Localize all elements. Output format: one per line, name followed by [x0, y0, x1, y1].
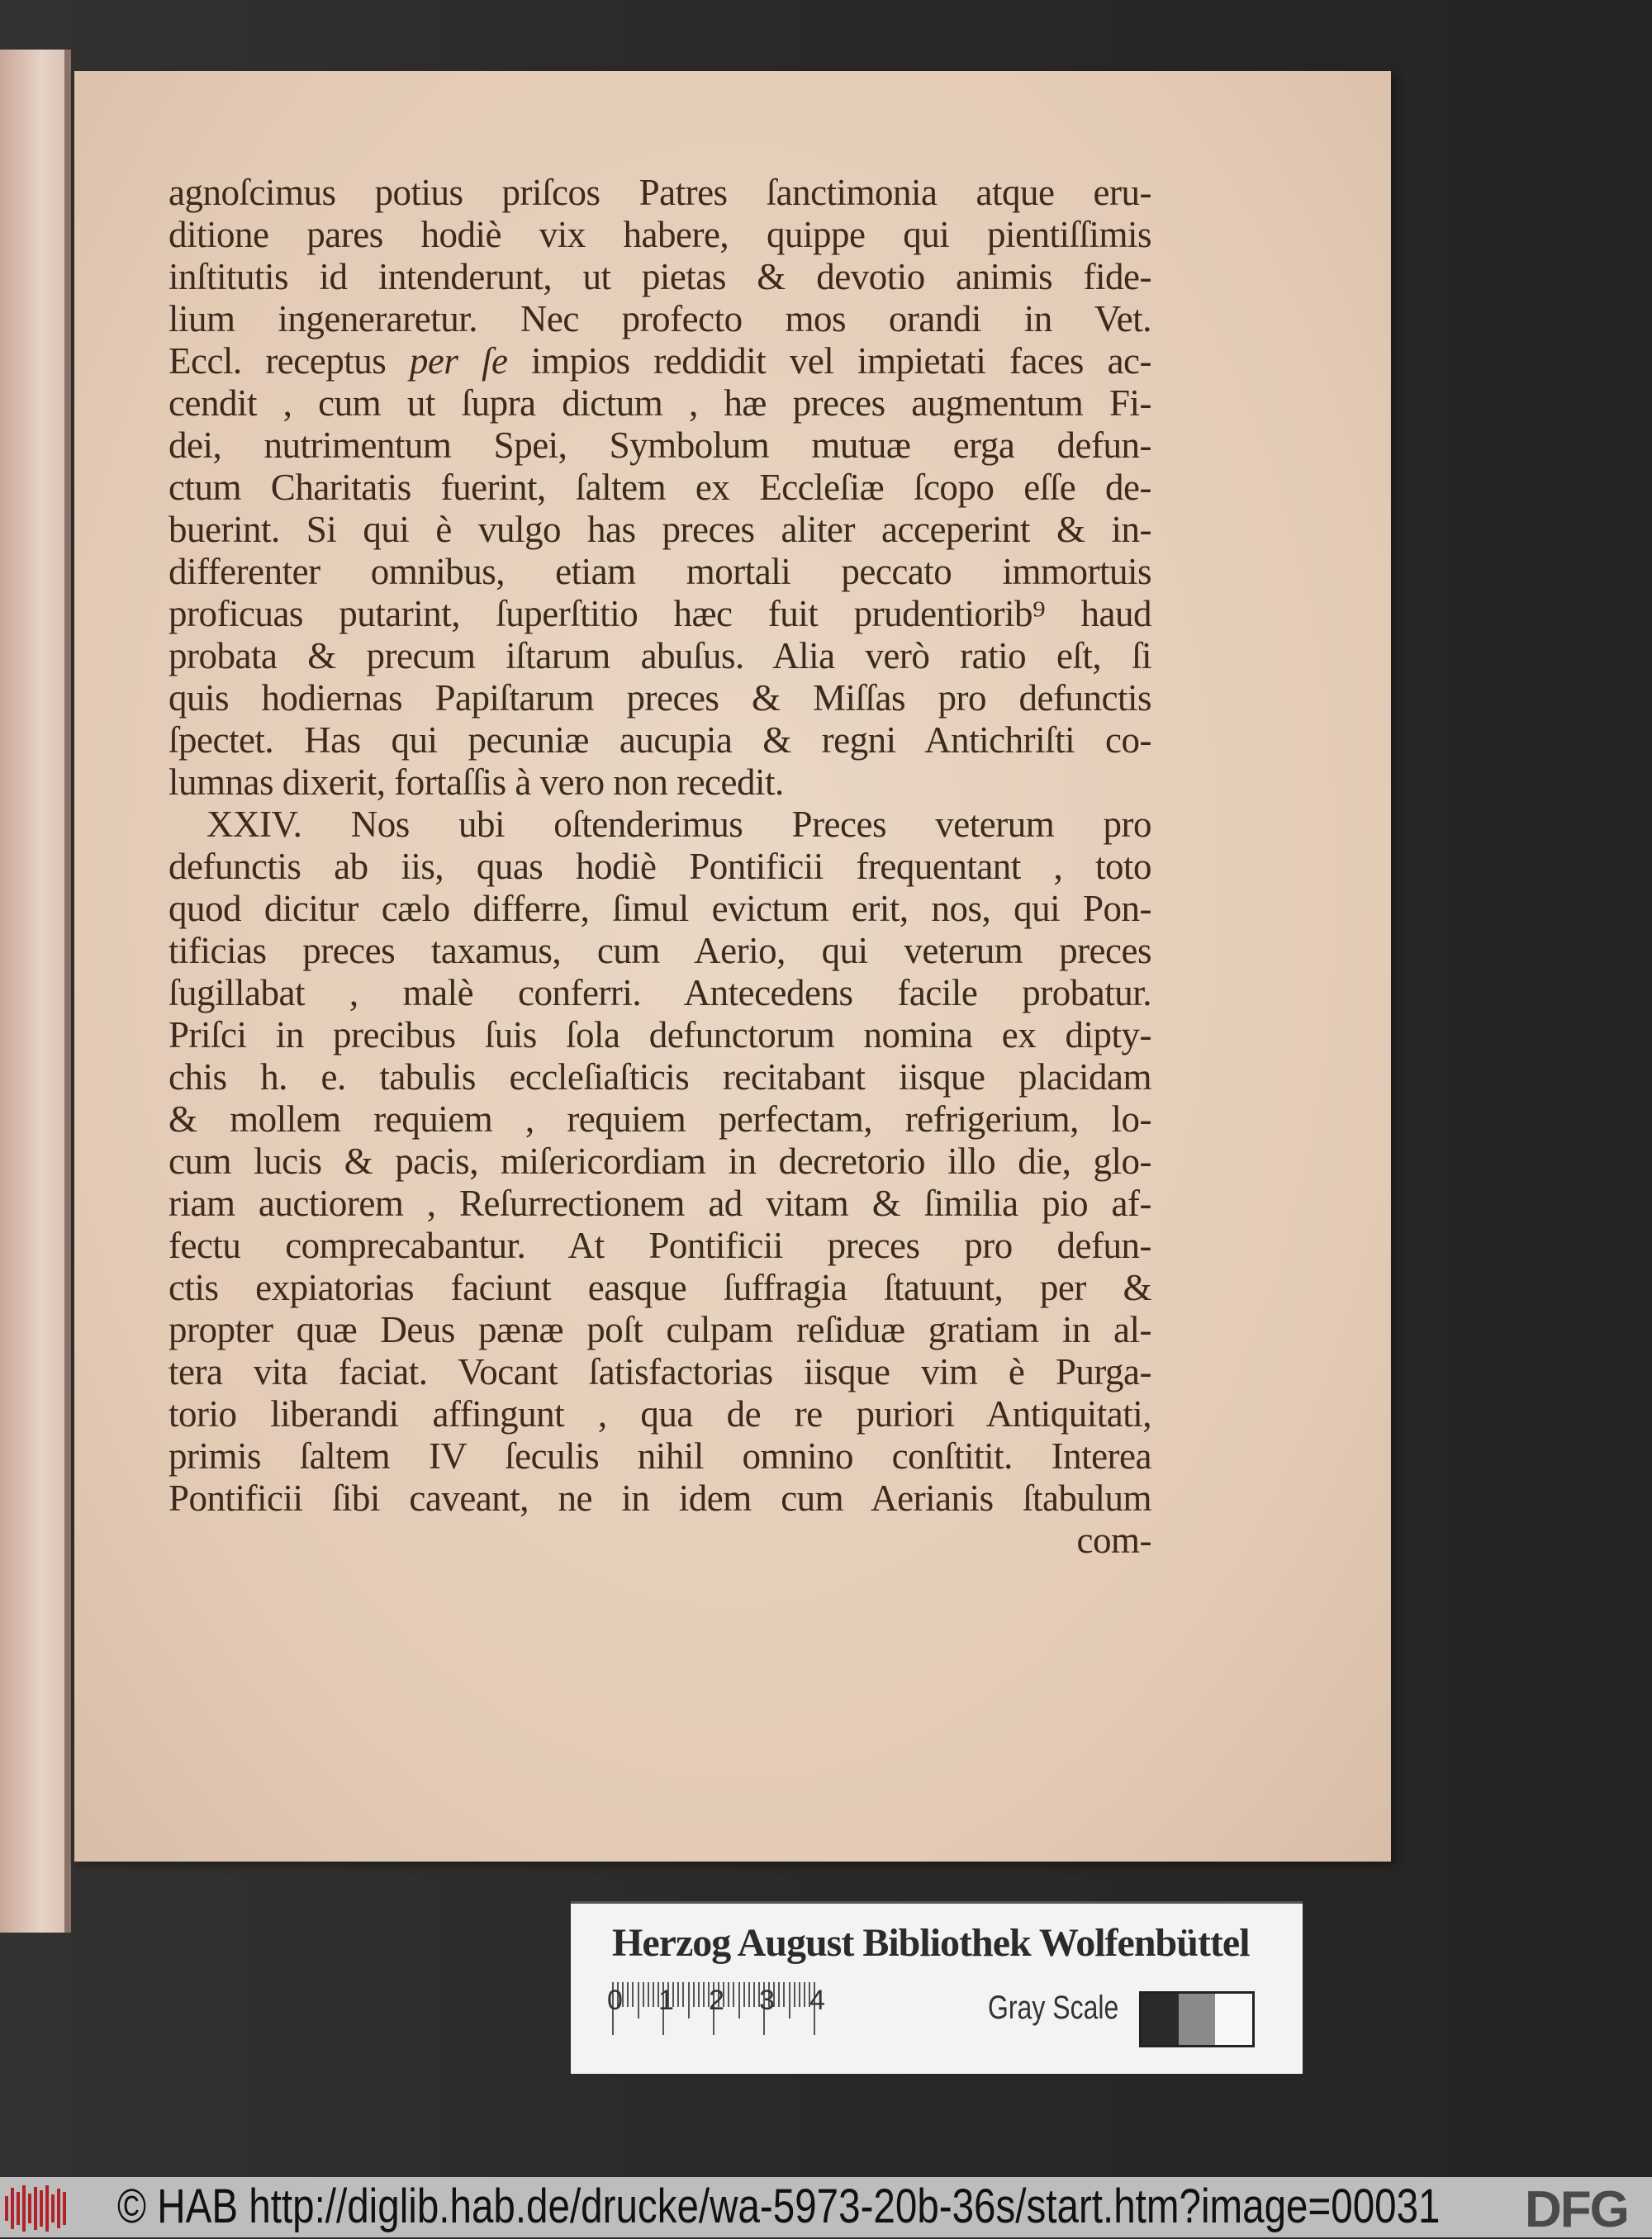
text-line: propter quæ Deus pænæ poſt culpam reſiduæ gratiam in al- [169, 1309, 1151, 1350]
logo-bar [51, 2194, 55, 2222]
logo-bar [22, 2185, 26, 2232]
text-line: defunctis ab iis, quas hodiè Pontificii frequentant , toto [169, 846, 1151, 887]
text-line: tera vita faciat. Vocant ſatisfactorias iisque vim è Purga- [169, 1351, 1151, 1392]
logo-bar [45, 2185, 49, 2232]
text-line: quod dicitur cælo differre, ſimul evictum erit, nos, qui Pon- [169, 888, 1151, 929]
ruler-tick [693, 1982, 695, 2007]
text-line: cum lucis & pacis, miſericordiam in decretorio illo die, glo- [169, 1141, 1151, 1182]
catchword: com- [1076, 1520, 1151, 1561]
ruler-tick [703, 1982, 705, 2007]
ruler-tick [743, 1982, 745, 2007]
text-line: ſugillabat , malè conferri. Antecedens facile probatur. [169, 972, 1151, 1013]
italic-text: per ſe [409, 340, 508, 382]
text-line: & mollem requiem , requiem perfectam, refrigerium, lo- [169, 1098, 1151, 1140]
ruler-tick [733, 1982, 734, 2007]
ruler-tick [698, 1982, 700, 2007]
ruler-label: 1 [658, 1985, 674, 2016]
text-line: fectu comprecabantur. At Pontificii preces pro defun- [169, 1225, 1151, 1266]
logo-bar [63, 2192, 66, 2225]
text-line: proficuas putarint, ſuperſtitio hæc fuit prudentiorib⁹ haud [169, 593, 1151, 634]
text-line: probata & precum iſtarum abuſus. Alia verò ratio eſt, ſi [169, 635, 1151, 676]
gray-scale-swatches [1139, 1991, 1255, 2047]
ruler-label: 3 [759, 1985, 775, 2016]
text-line: ſpectet. Has qui pecuniæ aucupia & regni Antichriſti co- [169, 719, 1151, 761]
text-span: impios reddidit vel impietati faces ac- [507, 340, 1151, 382]
logo-bar [28, 2194, 31, 2223]
logo-bar [34, 2187, 37, 2230]
ruler-tick [728, 1982, 729, 2007]
ruler-label: 0 [607, 1985, 623, 2016]
text-line: inſtitutis id intenderunt, ut pietas & devotio animis fide- [169, 256, 1151, 297]
ruler-tick [682, 1982, 684, 2007]
text-line: tificias preces taxamus, cum Aerio, qui veterum preces [169, 930, 1151, 971]
ruler-tick [643, 1982, 644, 2007]
text-line: primis ſaltem IV ſeculis nihil omnino conſtitit. Interea [169, 1435, 1151, 1477]
ruler-tick [794, 1982, 795, 2007]
ruler-tick [778, 1982, 780, 2007]
logo-bar [11, 2188, 14, 2229]
text-line: riam auctiorem , Reſurrectionem ad vitam & ſimilia pio af- [169, 1183, 1151, 1224]
text-line: cendit , cum ut ſupra dictum , hæ preces augmentum Fi- [169, 382, 1151, 424]
text-line: lium ingeneraretur. Nec profecto mos orandi in Vet. [169, 298, 1151, 339]
text-span: Eccl. receptus [169, 340, 410, 382]
text-line: torio liberandi affingunt , qua de re puriori Antiquitati, [169, 1393, 1151, 1435]
gray-scale-label: Gray Scale [988, 1990, 1119, 2026]
text-line: buerint. Si qui è vulgo has preces aliter acceperint & in- [169, 509, 1151, 550]
ruler-tick [688, 1982, 690, 2018]
text-line: differenter omnibus, etiam mortali peccato immortuis [169, 551, 1151, 592]
section-heading-line: XXIV. Nos ubi oſtenderimus Preces veterum pro [206, 804, 1151, 845]
text-line: Pontificii ſibi caveant, ne in idem cum Aerianis ſtabulum [169, 1478, 1151, 1519]
ruler-tick [638, 1982, 639, 2018]
ruler-tick [804, 1982, 805, 2007]
text-line: ctum Charitatis fuerint, ſaltem ex Eccleſiæ ſcopo eſſe de- [169, 467, 1151, 508]
copyright-url[interactable]: © HAB http://diglib.hab.de/drucke/wa-5973-20b-36s/start.htm?image=00031 [117, 2180, 1441, 2233]
ruler-tick [653, 1982, 654, 2007]
color-scale-card [571, 1901, 1303, 2074]
text-line: agnoſcimus potius priſcos Patres ſanctimonia atque eru- [169, 172, 1151, 213]
page-text [169, 172, 1151, 1562]
facing-page-edge [0, 50, 69, 1933]
ruler-tick [789, 1982, 790, 2018]
ruler-tick [783, 1982, 785, 2007]
logo-bar [57, 2189, 60, 2228]
text-line: dei, nutrimentum Spei, Symbolum mutuæ erga defun- [169, 425, 1151, 466]
text-line: lumnas dixerit, fortaſſis à vero non recedit. [169, 761, 784, 803]
text-line: ctis expiatorias faciunt easque ſuffragia ſtatuunt, per & [169, 1267, 1151, 1308]
text-line: chis h. e. tabulis eccleſiaſticis recitabant iisque placidam [169, 1056, 1151, 1098]
ruler-tick [632, 1982, 634, 2007]
gray-swatch-mid [1179, 1994, 1216, 2045]
ruler-tick [748, 1982, 750, 2007]
ruler-tick [627, 1982, 629, 2007]
text-line: quis hodiernas Papiſtarum preces & Miſſas pro defunctis [169, 677, 1151, 719]
facing-page-shadow [64, 50, 71, 1933]
gray-swatch-light [1215, 1994, 1252, 2045]
ruler-tick [799, 1982, 800, 2007]
dfg-logo-icon: DFG [1525, 2181, 1628, 2238]
text-line: Priſci in precibus ſuis ſola defunctorum nomina ex dipty- [169, 1014, 1151, 1055]
hab-logo-icon [5, 2185, 68, 2232]
ruler-tick [677, 1982, 679, 2007]
ruler-label: 4 [809, 1985, 825, 2016]
footer-bar [0, 2177, 1652, 2237]
text-line [169, 340, 1151, 382]
ruler-tick [648, 1982, 649, 2007]
ruler-tick [753, 1982, 755, 2007]
logo-bar [5, 2196, 8, 2221]
text-line: ditione pares hodiè vix habere, quippe qui pientiſſimis [169, 214, 1151, 255]
logo-bar [17, 2192, 20, 2225]
ruler-tick [738, 1982, 740, 2018]
logo-bar [40, 2190, 43, 2227]
library-name: Herzog August Bibliothek Wolfenbüttel [612, 1921, 1250, 1965]
ruler-label: 2 [709, 1985, 724, 2016]
gray-swatch-dark [1142, 1994, 1179, 2045]
